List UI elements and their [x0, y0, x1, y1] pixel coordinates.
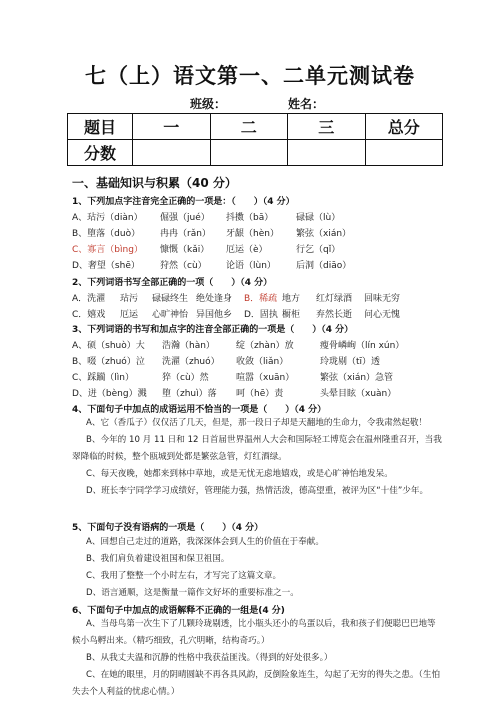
q1-option-b-4: 繁弦（xián） [296, 229, 352, 239]
score-table-header-row [68, 114, 443, 140]
q2-a-1: A．洗濯 [72, 294, 106, 304]
q1-option-a-4: 碌碌（lù） [296, 213, 341, 223]
q2-d-2: 橱柜 [282, 310, 301, 320]
q2-a-2: 玷污 [120, 294, 139, 304]
score-row-label: 分数 [68, 140, 133, 166]
q3-d-1: D、迸（bèng）溅 [72, 389, 147, 399]
q2-b-1: B．稀疏 [244, 294, 278, 304]
name-label: 姓名： [288, 97, 325, 111]
q1-option-d-1: D、奢望（shē） [72, 261, 140, 271]
q2-c-1: C．嬉戏 [72, 310, 106, 320]
q2-b-3: 红灯绿酒 [316, 294, 353, 304]
q3-c-4: 繁弦（xián）急管 [320, 373, 394, 383]
q1-option-c-4: 行乞（qǐ） [296, 245, 341, 255]
q6-option-a: A、当母鸟第一次生下了几颗玲珑剔透，比小瓶头还小的鸟蛋以后，我和孩子们便聪巴巴地等候小鸟孵出来。（精巧细致，孔穴明晰，结构奇巧。） [72, 619, 436, 646]
q2-b-4: 回味无穷 [364, 294, 401, 304]
q4-stem: 4、下面句子中加点的成语运用不恰当的一项是（ ）（4 分） [72, 405, 327, 415]
q5-option-b: B、我们肩负着建设祖国和保卫祖国。 [86, 554, 230, 564]
q3-b-2: 洗濯（zhuó） [162, 357, 220, 367]
q2-a-4: 绝处逢身 [196, 294, 233, 304]
q2-d-3: 弃然长逝 [316, 310, 353, 320]
q5-stem: 5、下面句子没有语病的一项是（ ）（4 分） [72, 523, 264, 533]
q4-option-a: A、它（香瓜子）仅仅活了几天，但是，那一段日子却是天翻地的生命力，令我肃然起敬！ [86, 418, 428, 428]
q1-option-c-2: 慷慨（kǎi） [160, 245, 210, 255]
header-cell-part1: 一 [133, 114, 211, 140]
q3-d-2: 堕（zhuì）落 [162, 389, 217, 399]
q1-option-c-3: 厄运（è） [226, 245, 268, 255]
q3-stem: 3、下列词语的书写和加点字的注音全部正确的一项是（ ）（4 分） [72, 325, 354, 335]
q1-option-d-2: 狩然（cù） [160, 261, 207, 271]
page-title: 七（上）语文第一、二单元测试卷 [85, 64, 415, 88]
q2-b-2: 地方 [282, 294, 301, 304]
q4-option-c: C、每天夜晚，她都来到林中草地，或是无忧无虑地嬉戏，或是心旷神怡地发呆。 [86, 469, 393, 479]
q2-d-1: D．固执 [244, 310, 278, 320]
q3-b-3: 收敛（liǎn） [236, 357, 289, 367]
header-cell-total: 总分 [365, 114, 443, 140]
q5-option-a: A、回想自己走过的道路，我深深体会到人生的价值在于奉献。 [86, 537, 324, 547]
q1-option-a-2: 倔强（jué） [160, 213, 210, 223]
section-1-heading: 一、基础知识与积累（40 分） [72, 176, 237, 190]
q1-option-a-1: A、玷污（diàn） [72, 213, 143, 223]
score-table [67, 113, 443, 166]
q4-option-b: B、今年的 10 月 11 日和 12 日首届世界温州人大会和国际轻工博览会在温州隆重召开，当我翠降临的时候，整个瓯城到处都是繁弦急管，灯红酒绿。 [72, 435, 442, 462]
q2-a-3: 碌碌终生 [152, 294, 189, 304]
q1-option-b-3: 牙龈（hèn） [226, 229, 279, 239]
q1-option-c-1: C、寡言（bìng） [72, 245, 143, 255]
q1-option-d-3: 论语（lùn） [226, 261, 276, 271]
q3-b-4: 玲珑剔（tī）透 [320, 357, 381, 367]
score-cell-part1 [133, 140, 211, 166]
q3-c-2: 猝（cù）然 [162, 373, 209, 383]
q3-d-4: 头晕目眩（xuàn） [320, 389, 397, 399]
q3-a-2: 浩瀚（hàn） [162, 341, 215, 351]
q3-d-3: 呵（hē）责 [236, 389, 284, 399]
q2-c-2: 厄运 [120, 310, 139, 320]
q3-a-3: 绽（zhàn）放 [236, 341, 294, 351]
q1-option-b-1: B、堕落（duò） [72, 229, 141, 239]
score-cell-part3 [288, 140, 366, 166]
header-cell-topic: 题目 [68, 114, 133, 140]
q2-stem: 2、下列词语书写全部正确的一项（ ）（4 分） [72, 278, 273, 288]
score-cell-part2 [210, 140, 288, 166]
score-table-score-row [68, 140, 443, 166]
header-cell-part3: 三 [288, 114, 366, 140]
q1-option-a-3: 抖擞（bā） [226, 213, 274, 223]
q3-c-1: C、踩躏（lìn） [72, 373, 134, 383]
q1-stem: 1、下列加点字注音完全正确的一项是：（ ）（4 分） [72, 197, 295, 207]
q6-option-b: B、从我丈夫温和沉静的性格中我获益匪浅。（得到的好处很多。） [86, 653, 333, 663]
q6-stem: 6、下面句子中加点的成语解释不正确的一组是(4 分) [72, 606, 285, 616]
q2-c-4: 异国他乡 [196, 310, 233, 320]
q1-option-b-2: 冉冉（rǎn） [160, 229, 211, 239]
q2-d-4: 问心无愧 [364, 310, 401, 320]
q4-option-d: D、班长李宁同学学习成绩好，管理能力强，热情活泼，德高望重，被评为区“十佳”少年。 [86, 486, 429, 496]
q3-c-3: 喧嚣（xuān） [236, 373, 295, 383]
q6-option-c: C、在她的眼里，月的阴晴圆缺不再各具风韵，反倒险象连生，勾起了无穷的得失之患。（生怕失去个人利益的忧虑心情。） [72, 670, 441, 697]
q5-option-c: C、我用了整整一个小时左右，才写完了这篇文章。 [86, 571, 282, 581]
q2-c-3: 心旷神怡 [152, 310, 189, 320]
q3-a-1: A、硕（shuò）大 [72, 341, 145, 351]
q3-b-1: B、啜（zhuó）泣 [72, 357, 145, 367]
q3-a-4: 瘦骨嶙峋（lín xún） [320, 341, 405, 351]
q1-option-d-4: 后洞（diāo） [296, 261, 352, 271]
header-cell-part2: 二 [210, 114, 288, 140]
q5-option-d: D、语言通顺，这是衡量一篇作文好坏的重要标准之一。 [86, 588, 299, 598]
class-label: 班级： [190, 97, 227, 111]
score-cell-total [365, 140, 443, 166]
